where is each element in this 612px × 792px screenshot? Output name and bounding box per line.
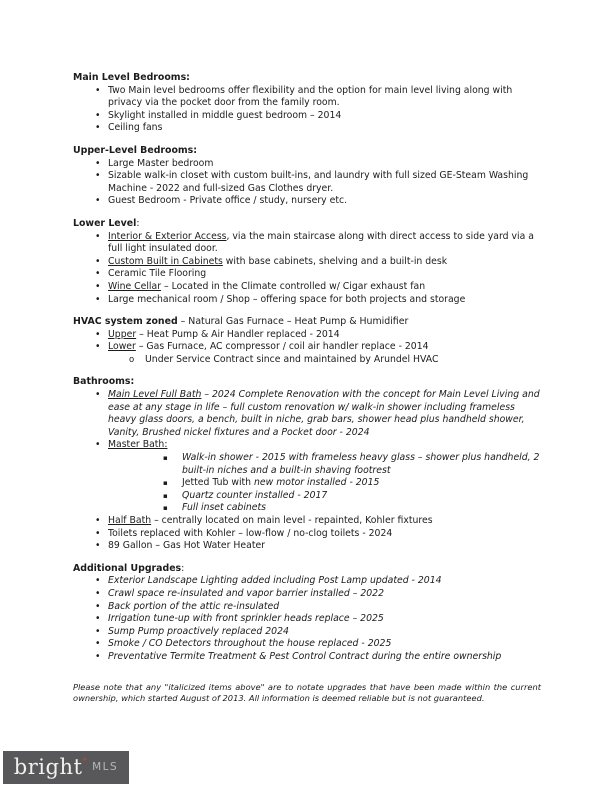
bullet-marker-disc: • [95,613,101,625]
bullet-marker-disc: • [95,625,101,637]
list-item [73,170,541,195]
text-segment: Lower [108,341,136,353]
list-item [73,439,541,452]
list-item [73,329,541,342]
bullet-marker-disc: • [95,650,101,662]
section-main-level-bedrooms [73,72,541,135]
text-segment: – 2024 Complete Renovation with the concept for Main Level Living and ease at any stage in life – full custom renovation w/ walk-in shower including frameless heavy glass doors, a bench, built in niche, grab bars, shower head plus handheld shower, Vanity, Brushed nickel fixtures and a Pocket door - 2024 [108,389,540,438]
list-item [73,601,541,614]
section-heading [73,563,541,576]
bullet-marker-disc: • [95,280,101,292]
text-segment: , via the main staircase along with direct access to side yard via a full light insulated door. [108,230,534,255]
bullet-marker-disc: • [95,638,101,650]
section-upper-level-bedrooms [73,145,541,208]
section-heading [73,376,541,389]
text-segment: Jetted Tub with [182,477,255,489]
bullet-marker-disc: • [95,389,101,401]
text-segment: Interior & Exterior Access [108,230,227,242]
text-segment: Half Bath [108,515,152,526]
bullet-marker-disc: • [95,195,101,207]
section-hvac [73,316,541,366]
bullet-marker-disc: • [95,170,101,182]
brightmls-logo [3,751,129,784]
list-item [73,575,541,588]
text-segment: Ceramic Tile Flooring [108,268,207,280]
bullet-marker-disc: • [95,515,101,526]
text-segment: : [181,562,185,574]
bullet-marker-disc: • [95,328,101,340]
list-item [73,626,541,639]
list-item [73,354,541,367]
document-content [73,72,541,674]
bullet-marker-disc: • [95,255,101,267]
text-segment: Main Level Full Bath [108,389,202,401]
text-segment: HVAC system zoned [73,316,178,328]
text-segment: Lower Level [73,217,137,229]
text-segment: Large Master bedroom [108,157,214,169]
text-segment: Two Main level bedrooms offer flexibility and the option for main level living along with privacy via the pocket door from the family room. [108,84,513,109]
section-list [73,389,541,553]
text-segment: Smoke / CO Detectors throughout the house replaced - 2025 [108,638,392,650]
text-segment: Main Level Bedrooms: [73,72,190,83]
text-segment: Upper [108,328,137,340]
text-segment: Sizable walk-in closet with custom built-ins, and laundry with full sized GE-Steam Washing Machine - 2022 and full-sized Gas Clothes dryer. [108,170,529,194]
text-segment: – Located in the Climate controlled w/ Cigar exhaust fan [161,280,426,292]
text-segment: Master Bath: [108,439,168,451]
star-icon: ✦ [81,754,89,764]
list-item [73,651,541,664]
bullet-marker-circle: o [129,354,135,365]
list-item [73,477,541,490]
list-item [73,158,541,171]
list-item [73,281,541,294]
bullet-marker-disc: • [95,575,101,587]
list-item [73,122,541,135]
list-item [73,502,541,515]
text-segment: Bathrooms: [73,376,135,388]
text-segment: – Heat Pump & Air Handler replaced - 2014 [136,328,340,340]
section-list [73,85,541,135]
list-item [73,294,541,307]
section-heading [73,316,541,329]
bullet-marker-disc: • [95,600,101,612]
text-segment: Skylight installed in middle guest bedroom – 2014 [108,109,342,121]
text-segment: Crawl space re-insulated and vapor barrier installed – 2022 [108,587,384,599]
list-item [73,110,541,123]
bullet-marker-square: ▪ [163,491,168,500]
text-segment: – Natural Gas Furnace – Heat Pump & Humidifier [177,316,409,328]
bullet-marker-disc: • [95,439,101,451]
text-segment: – centrally located on main level - repainted, Kohler fixtures [151,515,433,526]
bullet-marker-disc: • [95,587,101,599]
section-bathrooms [73,376,541,552]
list-item [73,256,541,269]
section-lower-level [73,218,541,306]
text-segment: Under Service Contract since and maintained by Arundel HVAC [145,353,439,365]
bullet-marker-disc: • [95,230,101,242]
section-list [73,158,541,208]
text-segment: Wine Cellar [108,280,162,292]
list-item [73,341,541,354]
list-item [73,528,541,541]
bullet-marker-disc: • [95,109,101,121]
bullet-marker-disc: • [95,527,101,539]
text-segment: Exterior Landscape Lighting added including Post Lamp updated - 2014 [108,575,442,587]
list-item [73,268,541,281]
text-segment: Quartz counter installed - 2017 [182,489,328,501]
bullet-marker-square: ▪ [163,479,168,488]
text-segment: Irrigation tune-up with front sprinkler heads replace – 2025 [108,613,384,625]
text-segment: new motor installed - 2015 [254,477,380,489]
text-segment: – Gas Furnace, AC compressor / coil air handler replace - 2014 [135,341,429,353]
list-item [73,452,541,477]
section-additional-upgrades [73,563,541,664]
bullet-marker-disc: • [95,122,101,134]
text-segment: Additional Upgrades [73,562,182,574]
list-item [73,490,541,503]
section-heading [73,218,541,231]
bullet-marker-disc: • [95,268,101,280]
bullet-marker-disc: • [95,540,101,552]
text-segment: Large mechanical room / Shop – offering space for both projects and storage [108,293,466,305]
list-item [73,85,541,110]
bullet-marker-disc: • [95,157,101,169]
section-list [73,231,541,307]
text-segment: Sump Pump proactively replaced 2024 [108,625,289,637]
text-segment: Custom Built in Cabinets [108,255,223,267]
text-segment: : [136,217,140,229]
list-item [73,540,541,553]
list-item [73,588,541,601]
list-item [73,231,541,256]
bullet-marker-square: ▪ [163,454,168,463]
section-list [73,575,541,663]
list-item [73,195,541,208]
bullet-marker-disc: • [95,341,101,353]
text-segment: Toilets replaced with Kohler – low-flow / no-clog toilets - 2024 [108,527,393,539]
text-segment: Preventative Termite Treatment & Pest Control Contract during the entire ownership [108,650,502,662]
text-segment: Upper-Level Bedrooms: [73,144,198,156]
section-list [73,329,541,367]
text-segment: Guest Bedroom - Private office / study, nursery etc. [108,195,348,207]
text-segment: Ceiling fans [108,122,163,134]
list-item [73,389,541,439]
list-item [73,515,541,528]
section-heading [73,145,541,158]
brightmls-logo-mls: MLS [92,761,119,774]
footnote: Please note that any "italicized items above" are to notate upgrades that have been made within the current ownership, which started August of 2013. All information is deemed reliable but is not guaranteed. [73,682,541,703]
text-segment: 89 Gallon – Gas Hot Water Heater [108,540,266,552]
text-segment: with base cabinets, shelving and a built-in desk [222,255,448,267]
list-item [73,638,541,651]
text-segment: Full inset cabinets [182,502,267,514]
list-item [73,613,541,626]
brightmls-logo-wordmark: bright [13,755,83,779]
bullet-marker-square: ▪ [163,504,168,513]
text-segment: Walk-in shower - 2015 with frameless heavy glass – shower plus handheld, 2 built-in niches and a built-in shaving footrest [182,452,540,476]
text-segment: Back portion of the attic re-insulated [108,600,280,612]
bullet-marker-disc: • [95,293,101,305]
section-heading [73,72,541,85]
bullet-marker-disc: • [95,84,101,96]
